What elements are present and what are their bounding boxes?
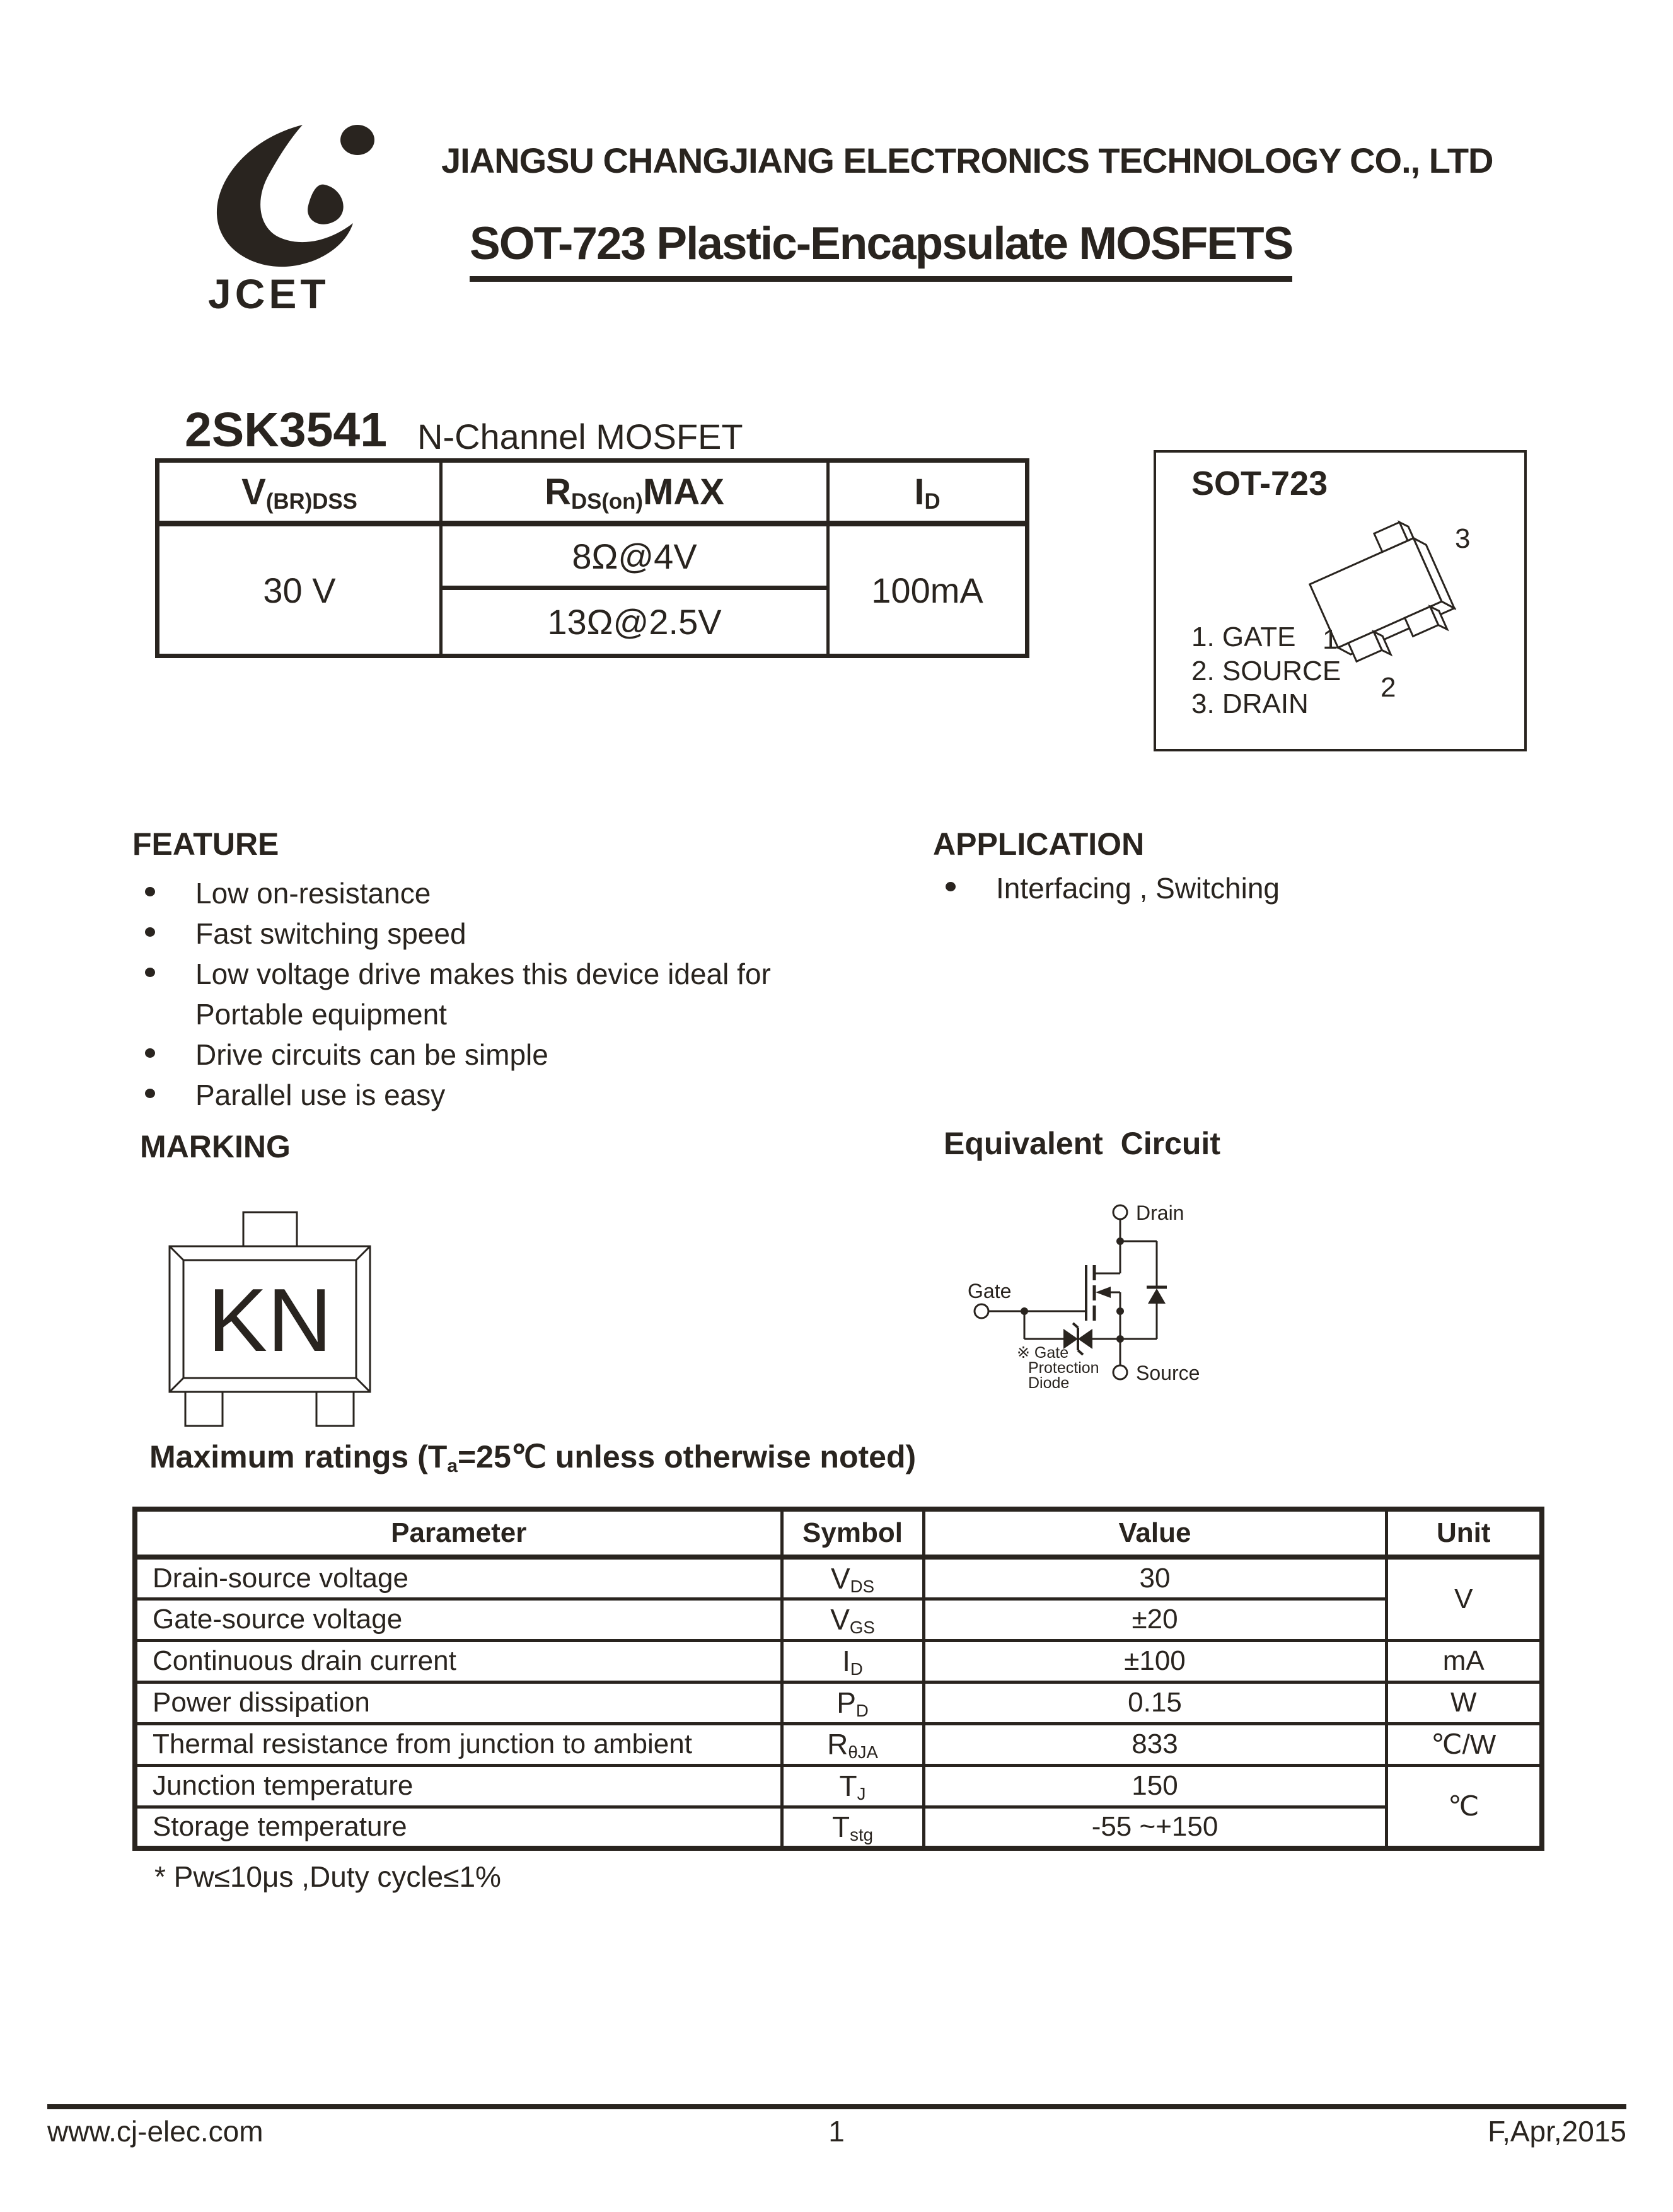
pin-number-3: 3: [1455, 523, 1471, 554]
pin-number-1: 1: [1323, 624, 1338, 655]
footer-page-number: 1: [828, 2115, 845, 2148]
bullet-icon: [145, 1048, 155, 1058]
marking-heading: MARKING: [140, 1129, 291, 1164]
feature-item: Low voltage drive makes this device ideal for: [132, 957, 771, 997]
merged-unit-temperature: ℃: [1386, 1765, 1542, 1848]
table-row: Drain-source voltage VDS 30 V: [135, 1557, 1542, 1599]
table-row: Junction temperature TJ 150 ℃: [135, 1765, 1542, 1807]
feature-item: Fast switching speed: [132, 917, 771, 957]
equivalent-circuit-diagram: [942, 1167, 1213, 1394]
feature-item: Drive circuits can be simple: [132, 1038, 771, 1078]
spec-value-id: 100mA: [828, 524, 1028, 656]
gate-terminal-label: Gate: [968, 1280, 1012, 1302]
ratings-header-row: Parameter Symbol Value Unit: [135, 1509, 1542, 1557]
document-title: SOT-723 Plastic-Encapsulate MOSFETS: [470, 217, 1292, 282]
table-row: Storage temperature Tstg -55 ~+150: [135, 1807, 1542, 1848]
footer-website: www.cj-elec.com: [47, 2115, 263, 2148]
package-title: SOT-723: [1191, 465, 1328, 502]
pin-label-drain: 3. DRAIN: [1191, 688, 1309, 719]
table-row: Gate-source voltage VGS ±20: [135, 1599, 1542, 1640]
table-row: Continuous drain current ID ±100 mA: [135, 1640, 1542, 1682]
application-section: [933, 826, 1280, 912]
spec-value-rdson-2v5: 13Ω@2.5V: [441, 588, 828, 656]
application-item: Interfacing , Switching: [933, 871, 1280, 912]
protection-diode-label-line1: ※ Gate: [1017, 1344, 1069, 1362]
feature-item: Low on-resistance: [132, 876, 771, 917]
footer-rule: [47, 2104, 1626, 2109]
drain-terminal-label: Drain: [1136, 1202, 1184, 1224]
ratings-footnote: * Pw≤10μs ,Duty cycle≤1%: [154, 1860, 501, 1893]
marking-code: KN: [207, 1270, 332, 1370]
part-number: 2SK3541: [185, 403, 388, 457]
pin-number-2: 2: [1381, 672, 1396, 703]
bullet-icon: [946, 882, 956, 891]
marking-package-icon: [158, 1207, 375, 1431]
jcet-logo-icon: [203, 120, 392, 274]
spec-header-id: ID: [828, 461, 1028, 524]
pin-label-gate: 1. GATE: [1191, 622, 1296, 652]
bullet-icon: [145, 968, 155, 977]
spec-header-vbrdss: V(BR)DSS: [158, 461, 441, 524]
spec-value-rdson-4v: 8Ω@4V: [441, 524, 828, 588]
spec-value-vbrdss: 30 V: [158, 524, 441, 656]
feature-section: [132, 826, 771, 1118]
table-row: Thermal resistance from junction to ambient RθJA 833 ℃/W: [135, 1723, 1542, 1765]
package-outline-box: [1154, 450, 1527, 751]
bullet-icon: [145, 1089, 155, 1098]
footer-revision: F,Apr,2015: [1488, 2115, 1626, 2148]
feature-item-continuation: Portable equipment: [195, 998, 447, 1031]
source-terminal-label: Source: [1136, 1362, 1200, 1384]
part-type: N-Channel MOSFET: [417, 417, 743, 456]
feature-heading: FEATURE: [132, 826, 279, 862]
protection-diode-label-line2: Protection: [1028, 1359, 1099, 1377]
protection-diode-label-line3: Diode: [1028, 1374, 1070, 1392]
company-name: JIANGSU CHANGJIANG ELECTRONICS TECHNOLOGY CO., LTD: [441, 141, 1493, 180]
merged-unit-voltage: V: [1386, 1557, 1542, 1640]
spec-table: [155, 458, 1029, 658]
ratings-heading: Maximum ratings (Ta=25℃ unless otherwise noted): [149, 1439, 917, 1476]
ratings-table: [132, 1507, 1544, 1851]
table-row: Power dissipation PD 0.15 W: [135, 1682, 1542, 1723]
feature-item: Parallel use is easy: [132, 1078, 771, 1118]
bullet-icon: [145, 927, 155, 937]
logo-text: JCET: [208, 270, 330, 317]
bullet-icon: [145, 887, 155, 896]
spec-header-rdson: RDS(on)MAX: [441, 461, 828, 524]
equivalent-circuit-heading: Equivalent Circuit: [944, 1126, 1220, 1161]
pin-label-source: 2. SOURCE: [1191, 656, 1341, 686]
application-heading: APPLICATION: [933, 826, 1145, 862]
